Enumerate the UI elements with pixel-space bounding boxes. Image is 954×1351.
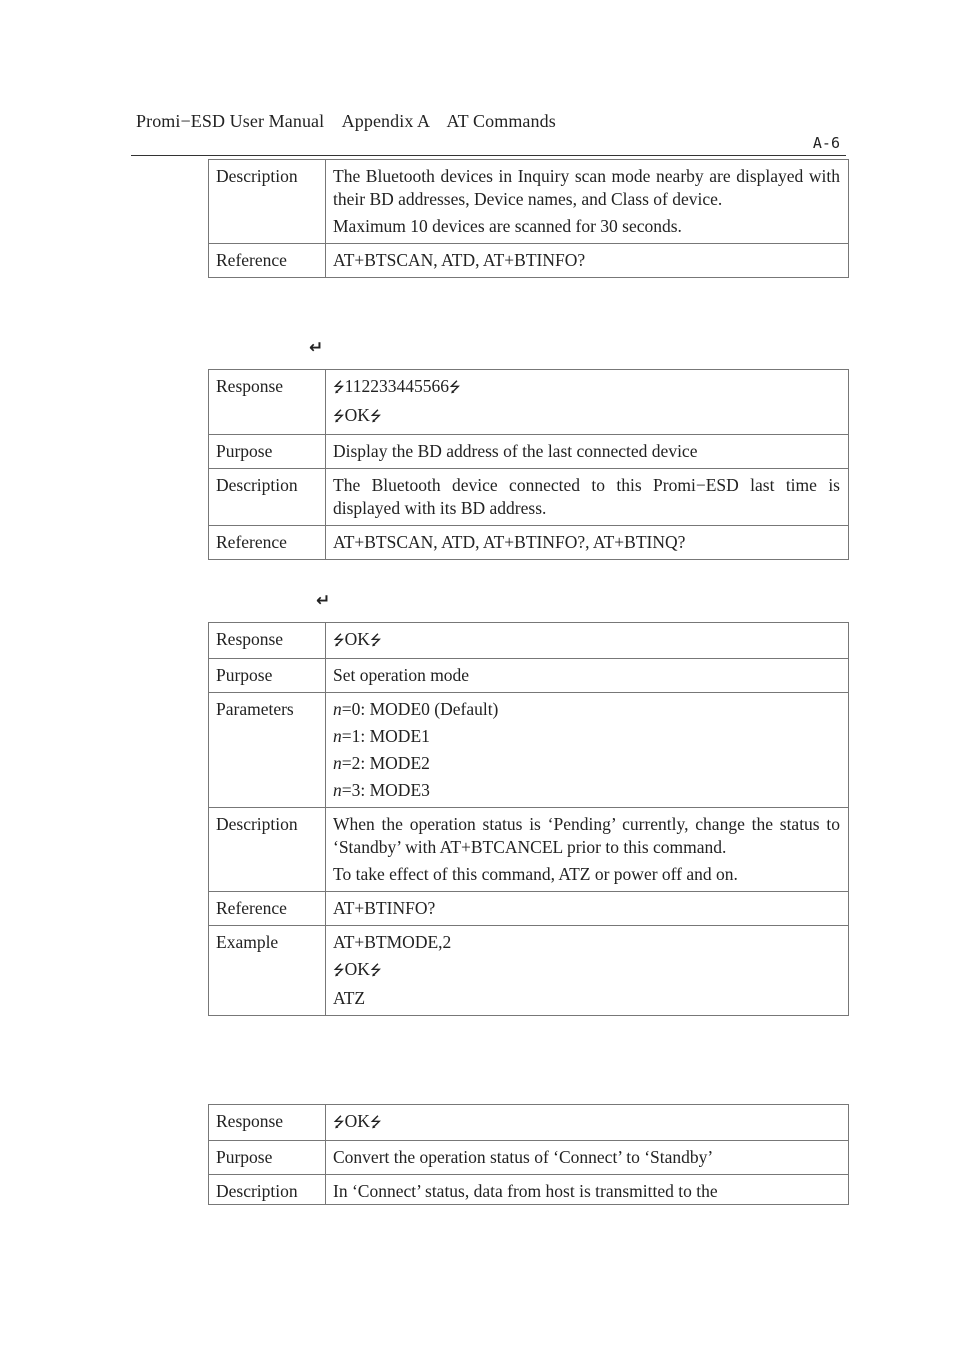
page-number: A-6 bbox=[812, 134, 840, 152]
row-label-purpose: Purpose bbox=[209, 435, 326, 469]
example-line: ATZ bbox=[333, 988, 366, 1008]
row-value-description: In ‘Connect’ status, data from host is transmitted to the bbox=[326, 1175, 849, 1206]
parameter-line: n=1: MODE1 bbox=[333, 726, 430, 746]
description-line: To take effect of this command, ATZ or power off and on. bbox=[333, 864, 738, 884]
table-row bbox=[209, 659, 849, 693]
row-label-description: Description bbox=[209, 1175, 326, 1206]
table-row bbox=[209, 370, 849, 435]
table-row bbox=[209, 526, 849, 560]
row-value-response bbox=[326, 370, 849, 435]
carriage-return-icon: ⭍ bbox=[369, 963, 382, 979]
parameter-line: n=3: MODE3 bbox=[333, 780, 430, 800]
table-row bbox=[209, 623, 849, 659]
row-value-reference: AT+BTINFO? bbox=[326, 892, 849, 926]
row-label-reference: Reference bbox=[209, 244, 326, 278]
row-label-parameters: Parameters bbox=[209, 693, 326, 808]
carriage-return-icon: ⭍ bbox=[449, 380, 461, 396]
row-label-response: Response bbox=[209, 370, 326, 435]
response-line: ⭍112233445566⭍ bbox=[333, 376, 461, 396]
carriage-return-icon: ⭍ bbox=[369, 409, 382, 425]
carriage-return-icon: ⭍ bbox=[369, 1115, 382, 1131]
row-label-response: Response bbox=[209, 623, 326, 659]
response-line: ⭍OK⭍ bbox=[333, 629, 382, 649]
enter-key-icon: ↵ bbox=[316, 591, 331, 611]
command-table-btcancel-clip bbox=[208, 1104, 850, 1205]
carriage-return-icon: ⭍ bbox=[333, 409, 345, 425]
parameter-line: n=2: MODE2 bbox=[333, 753, 430, 773]
row-label-description: Description bbox=[209, 469, 326, 526]
response-line: ⭍OK⭍ bbox=[333, 405, 382, 425]
row-value-purpose: Set operation mode bbox=[326, 659, 849, 693]
command-table-btinq bbox=[208, 159, 849, 278]
example-line: AT+BTMODE,2 bbox=[333, 932, 452, 952]
response-line: ⭍OK⭍ bbox=[333, 1111, 382, 1131]
table-row bbox=[209, 244, 849, 278]
row-label-response: Response bbox=[209, 1105, 326, 1141]
row-label-purpose: Purpose bbox=[209, 659, 326, 693]
table-row bbox=[209, 1105, 849, 1141]
command-table-btlast bbox=[208, 369, 849, 560]
row-value-reference: AT+BTSCAN, ATD, AT+BTINFO? bbox=[326, 244, 849, 278]
row-value-reference: AT+BTSCAN, ATD, AT+BTINFO?, AT+BTINQ? bbox=[326, 526, 849, 560]
carriage-return-icon: ⭍ bbox=[333, 633, 345, 649]
description-line: The Bluetooth devices in Inquiry scan mode nearby are displayed with their BD addresses, Device names, and Class of device. bbox=[333, 166, 840, 209]
clip-bottom-border bbox=[208, 1204, 849, 1205]
row-label-description: Description bbox=[209, 808, 326, 892]
row-value-example bbox=[326, 926, 849, 1016]
row-label-purpose: Purpose bbox=[209, 1141, 326, 1175]
table-row bbox=[209, 160, 849, 244]
enter-key-icon: ↵ bbox=[309, 338, 324, 358]
command-table-btmode bbox=[208, 622, 849, 1016]
table-row bbox=[209, 469, 849, 526]
table-row bbox=[209, 435, 849, 469]
example-line: ⭍OK⭍ bbox=[333, 959, 382, 979]
row-value-description bbox=[326, 160, 849, 244]
row-value-purpose: Display the BD address of the last connected device bbox=[326, 435, 849, 469]
header-rule bbox=[131, 155, 846, 156]
carriage-return-icon: ⭍ bbox=[333, 1115, 345, 1131]
carriage-return-icon: ⭍ bbox=[333, 963, 345, 979]
description-line: When the operation status is ‘Pending’ currently, change the status to ‘Standby’ with AT+BTCANCEL prior to this command. bbox=[333, 814, 840, 857]
row-label-example: Example bbox=[209, 926, 326, 1016]
row-label-reference: Reference bbox=[209, 892, 326, 926]
table-row bbox=[209, 693, 849, 808]
command-table-btcancel bbox=[208, 1104, 849, 1205]
table-row bbox=[209, 926, 849, 1016]
row-label-description: Description bbox=[209, 160, 326, 244]
carriage-return-icon: ⭍ bbox=[369, 633, 382, 649]
table-row bbox=[209, 892, 849, 926]
row-value-description: The Bluetooth device connected to this Promi−ESD last time is displayed with its BD address. bbox=[326, 469, 849, 526]
carriage-return-icon: ⭍ bbox=[333, 380, 345, 396]
page-header-title: Promi−ESD User Manual Appendix A AT Commands bbox=[136, 111, 556, 131]
row-value-purpose: Convert the operation status of ‘Connect’ to ‘Standby’ bbox=[326, 1141, 849, 1175]
table-row bbox=[209, 808, 849, 892]
row-label-reference: Reference bbox=[209, 526, 326, 560]
table-row bbox=[209, 1141, 849, 1175]
table-row bbox=[209, 1175, 849, 1206]
description-line: Maximum 10 devices are scanned for 30 seconds. bbox=[333, 216, 682, 236]
row-value-parameters bbox=[326, 693, 849, 808]
row-value-response bbox=[326, 1105, 849, 1141]
parameter-line: n=0: MODE0 (Default) bbox=[333, 699, 499, 719]
row-value-response bbox=[326, 623, 849, 659]
row-value-description bbox=[326, 808, 849, 892]
